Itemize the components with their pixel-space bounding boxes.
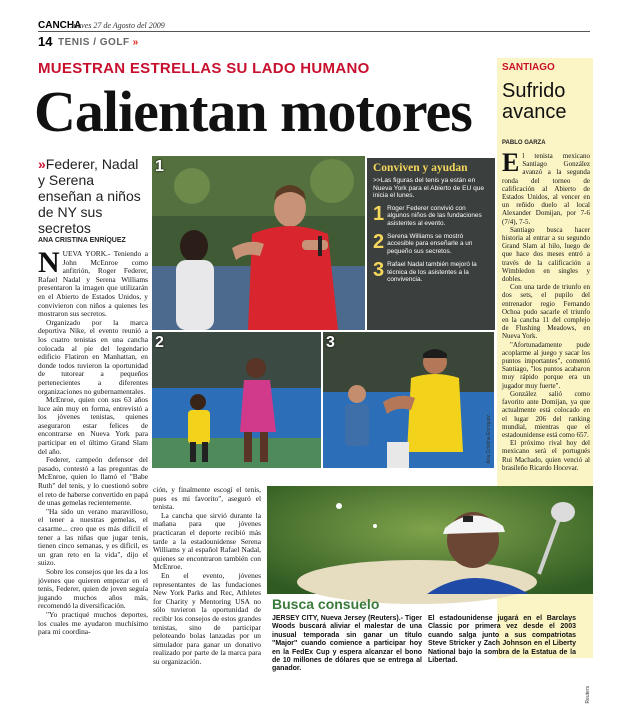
- story-column-1: [38, 246, 149, 708]
- story-paragraph: En el evento, jóvenes representantes de las fundaciones New York Parks and Rec, Athletes for Charity y Mentoring USA no sólo tuvieron la oportunidad de recibir los consejos de estos grandes tenistas, sino de participar peloteando bolas lanzadas por un simulador para ganar un donativo realizado por parte de la marca para su organización.: [153, 570, 261, 666]
- story-paragraph: "Ha sido un verano maravilloso, el tener a nuestras gemelas, el casarme... creo que es más difícil el tener a las niñas que jugar tenis, tienen cinco semanas, y es difícil, es un gran reto en la vida", dijo el suizo.: [38, 506, 148, 568]
- photo-tiger-woods-image: [267, 486, 593, 594]
- story-paragraph: La cancha que sirvió durante la mañana para que jóvenes practicaran el deporte recibió más tarde a la estadounidense Serena Williams y al español Rafael Nadal, quienes se encontraron también con McEnroe.: [153, 510, 261, 572]
- story-paragraph: ción, y finalmente escogí el tenis, pues es mi favorito", aseguró el tenista.: [153, 485, 261, 512]
- photo-federer: [152, 156, 365, 330]
- section-text: TENIS / GOLF: [58, 37, 130, 48]
- sidebar-paragraph: Con una tarde de triunfo en dos sets, el pupilo del entrenador regio Fernando Ochoa pudo sacarle el triunfo en la cancha 11 del complejo de Flushing Meadows, en Nueva York.: [502, 283, 590, 341]
- infobox-item-text: Serena Williams se mostró accesible para enseñarle a un pequeño sus secretos.: [387, 233, 473, 255]
- photo-federer-image: [152, 156, 365, 330]
- photo-serena: [152, 332, 321, 468]
- photo-number: 2: [155, 334, 164, 351]
- story-kicker: MUESTRAN ESTRELLAS SU LADO HUMANO: [38, 60, 370, 77]
- infobox-item-number: 1: [373, 202, 385, 225]
- golf-title: Busca consuelo: [272, 596, 380, 612]
- photo-nadal-image: [323, 332, 494, 468]
- deck-text: Federer, Nadal y Serena enseñan a niños de NY sus secretos: [38, 156, 141, 236]
- story-byline: ANA CRISTINA ENRÍQUEZ: [38, 237, 126, 244]
- section-label: [58, 37, 139, 48]
- sidebar-headline: Sufrido avance: [502, 80, 567, 123]
- deck-chevron-icon: »: [38, 156, 46, 172]
- photo-nadal: [323, 332, 494, 468]
- infobox-item-number: 3: [373, 259, 385, 282]
- story-headline: Calientan motores: [34, 79, 472, 144]
- story-paragraph: NUEVA YORK.- Teniendo a John McEnroe como anfitrión, Roger Federer, Rafael Nadal y Serena Williams presentaron la imagen que utilizarán en el Abierto de Estados Unidos, y convivieron con niños a quienes les mostraron sus secretos.: [38, 246, 148, 319]
- infobox-title: Conviven y ayudan: [373, 162, 468, 174]
- dropcap-n: N: [38, 246, 60, 279]
- story-paragraph: "Yo practiqué muchos deportes, los cuales me ayudaron muchísimo para mi coordina-: [38, 609, 148, 637]
- sidebar-paragraph: El tenista mexicano Santiago González avanzó a la segunda ronda del torneo de calificación al Abierto de Estados Unidos, al vencer en un reñido duelo al local Alexander Domijan, por 7-6 (7/4), 7-5.: [502, 148, 590, 226]
- golf-photo-credit: Reuters: [585, 686, 591, 704]
- story-paragraph: Sobre los consejos que les da a los jóvenes que quieren empezar en el tenis, Federer, quien de joven seguía jugando muchos años más, recomendó la diversificación.: [38, 566, 149, 611]
- story-column-2: [153, 486, 261, 708]
- masthead-brand: CANCHA: [38, 20, 82, 31]
- sidebar-byline: PABLO GARZA: [502, 140, 546, 146]
- section-arrow-icon: »: [132, 37, 139, 48]
- story-paragraph: McEnroe, quien con sus 63 años luce aún muy en forma, entrevistó a los jóvenes tenistas, quienes aseguraron estar felices de encontrarse en Nueva York para participar en el último Grand Slam del año.: [38, 395, 148, 456]
- sidebar-body: [502, 148, 590, 542]
- story-paragraph: Organizado por la marca deportiva Nike, el evento reunió a los cuatro tenistas en una cancha colocada al pie del legendario edificio Flatiron en Manhattan, en donde todos tuvieron la oportunidad de tutorear a pequeños pertenecientes a diferentes organizaciones no gubernamentales.: [38, 317, 148, 396]
- sidebar-paragraph: González salió como favorito ante Domijan, ya que actualmente está colocado en el lugar 206 del ranking mundial, mientras que el estadounidense está como 657.: [502, 389, 590, 439]
- infobox-item-text: Roger Federer convivió con algunos niños de las fundaciones asistentes al evento.: [387, 204, 482, 227]
- infobox: [367, 158, 495, 330]
- infobox-item-number: 2: [373, 231, 385, 253]
- infobox-item: [373, 233, 489, 255]
- infobox-item: [373, 261, 489, 283]
- masthead-rule: [38, 31, 590, 32]
- infobox-item: [373, 202, 489, 227]
- photo-serena-image: [152, 332, 321, 468]
- infobox-item-text: Rafael Nadal también mejoró la técnica de los asistentes a la convivencia.: [387, 261, 477, 284]
- photo-credit: Ana Cristina Enríquez: [486, 415, 492, 464]
- masthead-date: Jueves 27 de Agosto del 2009: [70, 21, 165, 30]
- infobox-lead: >>Las figuras del tenis ya están en Nueva York para el Abierto de EU que inicia el lunes.: [373, 177, 485, 200]
- golf-column-1: JERSEY CITY, Nueva Jersey (Reuters).- Tiger Woods buscará aliviar el malestar de una inusual temporada sin ganar un título "Major" cuando comience a participar hoy en la FedEx Cup y espera alcanzar el bono de 10 millones de dólares que se entrega al ganador.: [272, 615, 422, 673]
- photo-number: 1: [155, 158, 164, 175]
- sidebar-paragraph: "Afortunadamente pude acoplarme al juego y sacar los puntos importantes", comentó Santiago, "los puntos acabaron muy rápido porque era un jugador muy fuerte".: [502, 340, 590, 390]
- photo-number: 3: [326, 334, 335, 351]
- sidebar-paragraph: El próximo rival hoy del mexicano será el portugués Rui Machado, quien venció al brasileño Ricardo Hocevar.: [502, 439, 590, 472]
- story-deck: [38, 156, 148, 236]
- page-number: 14: [38, 34, 53, 49]
- dropcap-e: E: [502, 148, 520, 177]
- story-paragraph: Federer, campeón defensor del pasado, contestó a las preguntas de McEnroe, quien lo llamó el "Babe Ruth" del tenis, y lo cuestionó sobre el reto de haberse convertido en papá de unas gemelas recientemente.: [38, 455, 148, 508]
- sidebar-kicker: SANTIAGO: [502, 62, 555, 73]
- golf-column-2: El estadounidense jugará en el Barclays Classic por primera vez desde el 2003 cuando salga junto a sus compatriotas Steve Stricker y Zach Johnson en el Liberty National bajo la sombra de la Estatua de la Libertad.: [428, 615, 576, 665]
- sidebar-paragraph: Santiago busca hacer historia al entrar a su segundo Grand Slam al hilo, luego de que hace dos meses entró a través de la calificación a Wimbledon en singles y dobles.: [502, 225, 590, 284]
